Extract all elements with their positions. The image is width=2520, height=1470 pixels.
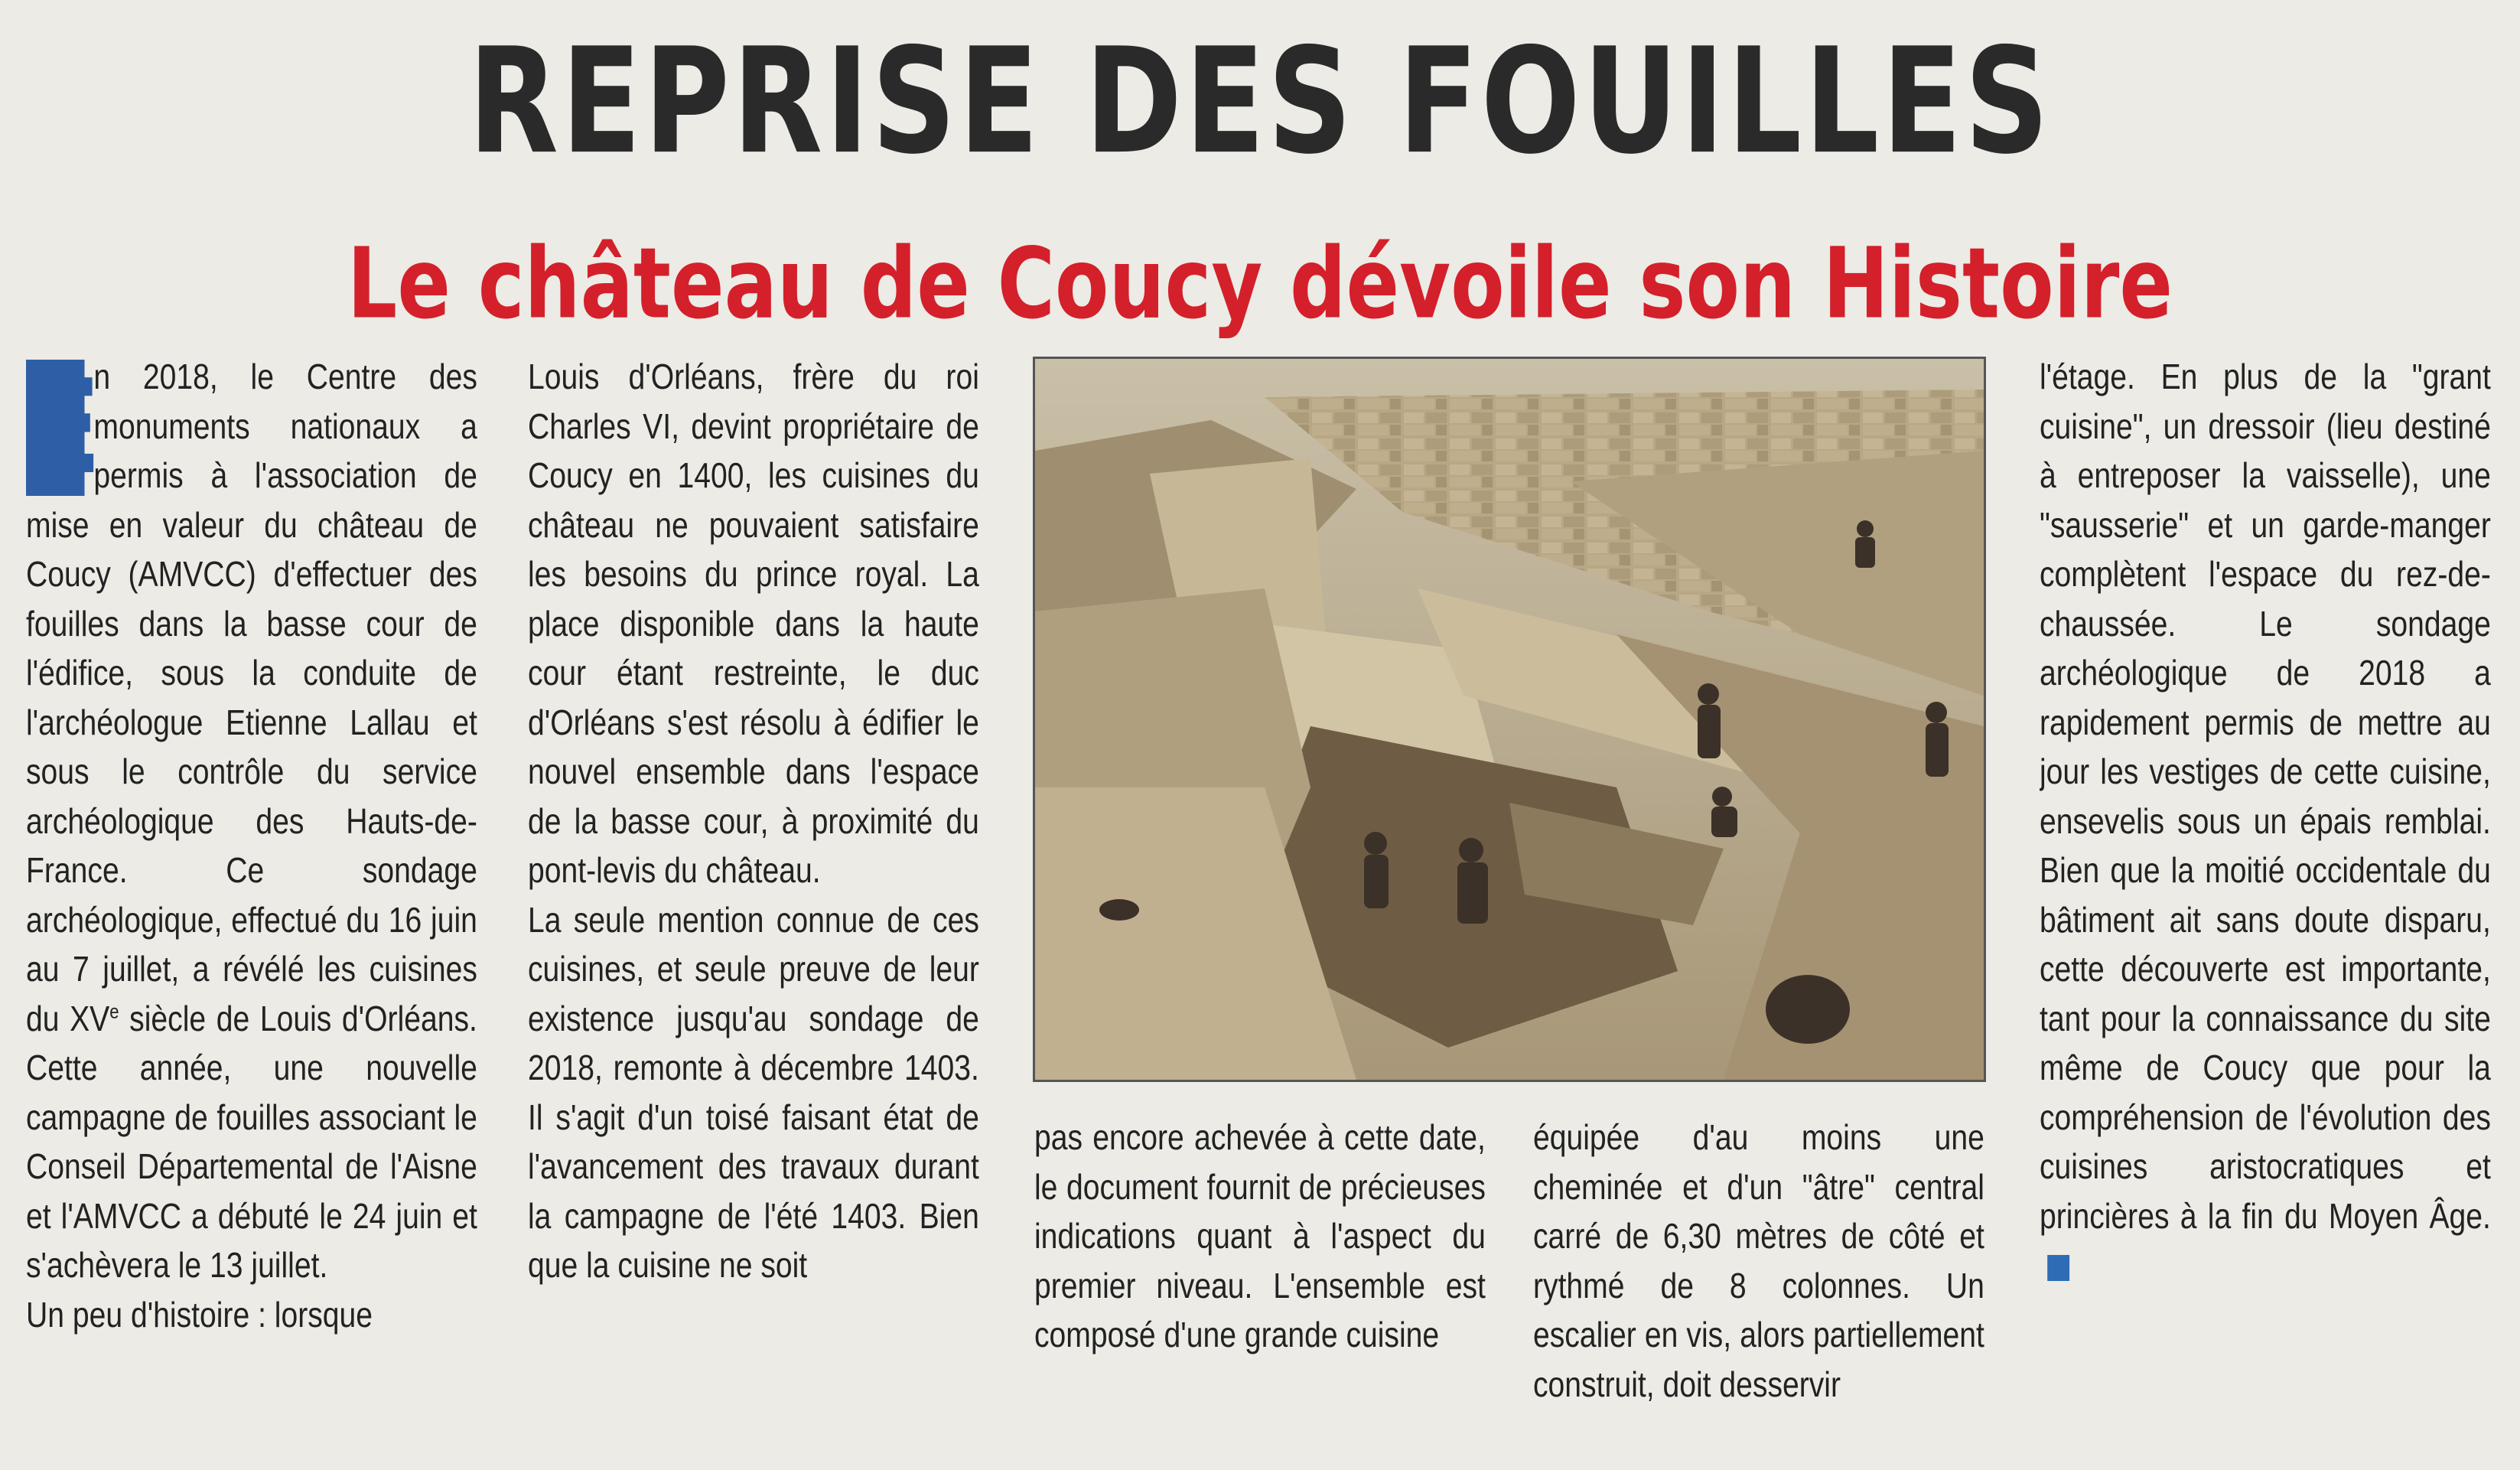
excavation-photo-illustration bbox=[1035, 359, 1984, 1080]
drop-cap: E bbox=[26, 352, 102, 504]
intro-text: n 2018, le Centre des monuments nationaux a permis à l'association de mise en valeur du château de Coucy (AMVCC) d'effectuer des fouilles dans la basse cour de l'édifice, sous la conduite de l'archéologue Etienne Lallau et sous le contrôle du service archéologique des Hauts-de-France. Ce sondage archéologique, effectué du 16 juin au 7 juillet, a révélé les cuisines du XV bbox=[26, 357, 477, 1038]
subheadline: Le château de Coucy dévoile son Histoire bbox=[347, 226, 2173, 341]
paragraph-intro bbox=[26, 352, 477, 1290]
headline: REPRISE DES FOUILLES bbox=[468, 17, 2052, 187]
article-column-5 bbox=[2040, 352, 2491, 1431]
intro-text-end: siècle de Louis d'Orléans. Cette année, une nouvelle campagne de fouilles associant le Conseil Départemental de l'Aisne et l'AMVCC a débuté le 24 juin et s'achèvera le 13 juillet. bbox=[26, 998, 477, 1285]
article-column-2 bbox=[528, 352, 979, 1431]
article-column-3 bbox=[1034, 1113, 1486, 1434]
article-column-4 bbox=[1533, 1113, 1984, 1434]
paragraph-mention: La seule mention connue de ces cuisines, et seule preuve de leur existence jusqu'au sondage de 2018, remonte à décembre 1403. Il s'agit d'un toisé faisant état de l'avancement des travaux durant la campagne de l'été 1403. Bien que la cuisine ne soit bbox=[528, 899, 979, 1285]
century-superscript: e bbox=[109, 999, 119, 1023]
article-column-1 bbox=[26, 352, 477, 1431]
paragraph-document: pas encore achevée à cette date, le document fournit de précieuses indications quant à l'aspect du premier niveau. L'ensemble est composé d'une grande cuisine bbox=[1034, 1117, 1486, 1354]
paragraph-history-start: Un peu d'histoire : lorsque bbox=[26, 1294, 373, 1335]
paragraph-chimney: équipée d'au moins une cheminée et d'un "âtre" central carré de 6,30 mètres de côté et rythmé de 8 colonnes. Un escalier en vis, alors partiellement construit, doit desservir bbox=[1533, 1117, 1984, 1404]
excavation-photo bbox=[1033, 357, 1986, 1082]
paragraph-history: Louis d'Orléans, frère du roi Charles VI, devint propriétaire de Coucy en 1400, les cuisines du château ne pouvaient satisfaire les besoins du prince royal. La place disponible dans la haute cour étant restreinte, le duc d'Orléans s'est résolu à édifier le nouvel ensemble dans l'espace de la basse cour, à proximité du pont-levis du château. bbox=[528, 357, 979, 890]
end-mark-icon bbox=[2047, 1255, 2069, 1281]
conclusion-text: l'étage. En plus de la "grant cuisine", un dressoir (lieu destiné à entreposer la vaisselle), une "sausserie" et un garde-manger complètent l'espace du rez-de-chaussée. Le sondage archéologique de 2018 a rapidement permis de mettre au jour les vestiges de cette cuisine, ensevelis sous un épais remblai. Bien que la moitié occidentale du bâtiment ait sans doute disparu, cette découverte est importante, tant pour la connaissance du site même de Coucy que pour la compréhension de l'évolution des cuisines aristocratiques et princières à la fin du Moyen Âge. bbox=[2040, 357, 2491, 1236]
paragraph-conclusion bbox=[2040, 352, 2491, 1290]
